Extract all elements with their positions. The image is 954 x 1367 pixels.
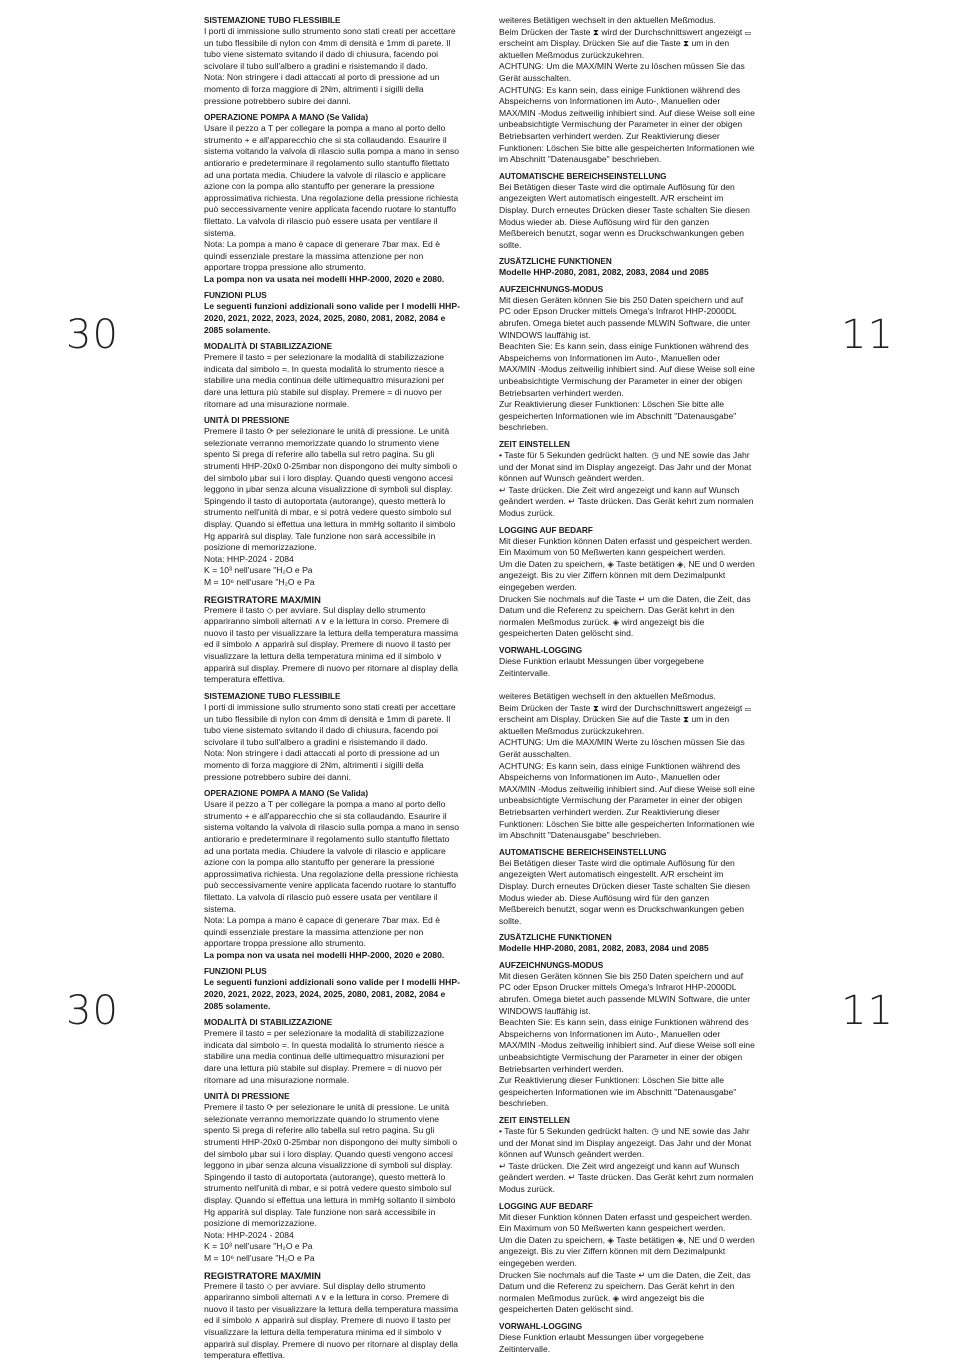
section-body: • Taste für 5 Sekunden gedrückt halten. ◷ und NE sowie das Jahr und der Monat sind im Display angezeigt. Das Jahr und der Monat können auf Wunsch geändert werden. ↵ Taste drücken. Die Zeit wird angezeigt und kann auf Wunsch geändert werden. ↵ Taste drücken. Das Gerät kehrt zum normalen Modus zurück. xyxy=(499,1126,754,1194)
page-number-left: 30 xyxy=(66,312,119,358)
section-title: AUTOMATISCHE BEREICHSEINSTELLUNG xyxy=(499,847,667,857)
section-body: Bei Betätigen dieser Taste wird die optimale Auflösung für den angezeigten Wert automatisch eingestellt. A/R erscheint im Display. Durch erneutes Drücken dieser Taste schalten Sie diesen Modus wieder ab. Diese Auflösung wird für den ganzen Meßbereich benutzt, sogar wenn es Druckschwankungen geben sollte. xyxy=(499,181,750,250)
section-logging xyxy=(499,1201,755,1316)
german-column xyxy=(499,15,755,684)
section-funzioni xyxy=(204,966,460,1012)
section-body: Premere il tasto ◇ per avviare. Sul display dello strumento appariranno simboli alternati ∧∨ e la lettura in corso. Premere di nuovo il tasto per visualizzare la lettura della temperatura massima ed il simbolo ∧ apparirà sul display. Premere di nuovo il tasto per visualizzare la lettura della temperatura minima ed il simbolo ∨ apparirà sul display. Premere di nuovo per ritornare al display della temperatura effettiva. xyxy=(204,604,459,685)
section-body: Mit diesen Geräten können Sie bis 250 Daten speichern und auf PC oder Epson Drucker mittels Omega's Infrarot HHP-2000DL abrufen. Omega bietet auch passende MLWIN Software, die unter WINDOWS lauffähig ist. Beachten Sie: Es kann sein, dass einige Funktionen während des Abspeicherns von Informationen im Auto-, Manuellen oder MAX/MIN -Modus zeitweilig inhibiert sind. Auf diese Weise soll eine unbeabsichtigte Vermischung der Parameter in einer der obigen Betriebsarten verhindert werden. Zur Reaktivierung dieser Funktionen: Löschen Sie bitte alle gespeicherten Informationen wie im Abschnitt "Datenausgabe" beschrieben. xyxy=(499,294,755,433)
section-body: Mit dieser Funktion können Daten erfasst und gespeichert werden. Ein Maximum von 50 Meßwerten kann gespeichert werden. Um die Daten zu speichern, ◈ Taste betätigen ◈, NE und 0 werden angezeigt. Bis zu vier Ziffern können mit dem Dezimalpunkt eingegeben werden. Drucken Sie nochmals auf die Taste ↵ um die Daten, die Zeit, das Datum und die Referenz zu speichern. Das Gerät kehrt in den normalen Meßmodus zurück. ◈ wird angezeigt bis die gespeicherten Daten gelöscht sind. xyxy=(499,535,755,639)
section-zusatz xyxy=(499,932,755,955)
section-title: LOGGING AUF BEDARF xyxy=(499,1201,593,1211)
section-body: I porti di immissione sullo strumento sono stati creati per accettare un tubo flessibile di nylon con 4mm di densità e 1mm di parete. Il tubo viene sistemato svitando il dado di chiusura, facendo poi scivolare il tubo sull'albero a gradini e risistemando il dado. Nota: Non stringere i dadi attaccati al porto di pressione ad un momento di forza maggiore di 2Nm, altrimenti i sigilli della pressione potrebbero subire dei danni. xyxy=(204,26,456,106)
section-title: VORWAHL-LOGGING xyxy=(499,1321,583,1331)
section-unita xyxy=(204,415,460,588)
section-unita xyxy=(204,1091,460,1264)
section-title: MODALITÀ DI STABILIZZAZIONE xyxy=(204,1018,333,1028)
section-logging xyxy=(499,525,755,640)
section-body: Usare il pezzo a T per collegare la pompa a mano al porto dello strumento + e all'apparecchio che si sta collaudando. Esaurire il sistema voltando la valvola di rilascio sulla pompa a mano in senso antiorario e predeterminare il regolamento sullo stantuffo filettato ad una portata media. Chiudere la valvole di rilascio e applicare azione con la pompa allo stantuffo per generare la pressione approssimativa richiesta. Una regolazione della pressione richiesta può seccessivamente venire applicata facendo ruotare lo stantuffo filettato. La valvola di rilascio può essere usata per ventilare il sistema. Nota: La pompa a mano è capace di generare 7bar max. Ed è quindi essenziale prestare la massima attenzione per non apportare troppa pressione allo strumento. xyxy=(204,123,460,273)
section-zusatz xyxy=(499,256,755,279)
section-body: Premere il tasto ◇ per avviare. Sul display dello strumento appariranno simboli alternati ∧∨ e la lettura in corso. Premere di nuovo il tasto per visualizzare la lettura della temperatura massima ed il simbolo ∧ apparirà sul display. Premere di nuovo il tasto per visualizzare la lettura della temperatura minima ed il simbolo ∨ apparirà sul display. Premere di nuovo per ritornare al display della temperatura effettiva. xyxy=(204,1280,459,1361)
section-body: Usare il pezzo a T per collegare la pompa a mano al porto dello strumento + e all'apparecchio che si sta collaudando. Esaurire il sistema voltando la valvola di rilascio sulla pompa a mano in senso antiorario e predeterminare il regolamento sullo stantuffo filettato ad una portata media. Chiudere la valvole di rilascio e applicare azione con la pompa allo stantuffo per generare la pressione approssimativa richiesta. Una regolazione della pressione richiesta può seccessivamente venire applicata facendo ruotare lo stantuffo filettato. La valvola di rilascio può essere usata per ventilare il sistema. Nota: La pompa a mano è capace di generare 7bar max. Ed è quindi essenziale prestare la massima attenzione per non apportare troppa pressione allo strumento. xyxy=(204,799,460,949)
section-funzioni xyxy=(204,290,460,336)
section-body: Diese Funktion erlaubt Messungen über vorgegebene Zeitintervalle. xyxy=(499,655,704,678)
section-body: Premere il tasto ⟳ per selezionare le unità di pressione. Le unità selezionate verranno memorizzate quando lo strumento viene spento Si prega di referire allo tabella sul retro pagina. Su gli strumenti HHP-20x0 0-25mbar non dispongono dei multy simboli o del simbolo μbar sui i loro display. Quando questi vengono accesi leggono in μbar senza alcuna visualizzione di symboli sul display. Spingendo il tasto di autoportata (autorange), questo metterà lo strumento nell'unità di mbar, e si potrà vedere questo simbolo sul display. Quando si effettua una lettura in mmHg soltanto il simbolo Hg apparirà sul display. Tale funzione non sarà accessibile in posizione di memorizzazione. Nota: HHP-2024 - 2084 K = 10³ nell'usare "H₂O e Pa M = 10⁶ nell'usare "H₂O e Pa xyxy=(204,1102,458,1263)
section-title: LOGGING AUF BEDARF xyxy=(499,525,593,535)
section-body: Modelle HHP-2080, 2081, 2082, 2083, 2084 und 2085 xyxy=(499,943,709,954)
section-body: Mit dieser Funktion können Daten erfasst und gespeichert werden. Ein Maximum von 50 Meßwerten kann gespeichert werden. Um die Daten zu speichern, ◈ Taste betätigen ◈, NE und 0 werden angezeigt. Bis zu vier Ziffern können mit dem Dezimalpunkt eingegeben werden. Drucken Sie nochmals auf die Taste ↵ um die Daten, die Zeit, das Datum und die Referenz zu speichern. Das Gerät kehrt in den normalen Meßmodus zurück. ◈ wird angezeigt bis die gespeicherten Daten gelöscht sind. xyxy=(499,1211,755,1315)
section-title: REGISTRATORE MAX/MIN xyxy=(204,593,321,605)
section-title: UNITÀ DI PRESSIONE xyxy=(204,416,290,426)
section-body: Diese Funktion erlaubt Messungen über vorgegebene Zeitintervalle. xyxy=(499,1331,704,1354)
section-body: Le seguenti funzioni addizionali sono valide per I modelli HHP-2020, 2021, 2022, 2023, 2024, 2025, 2080, 2081, 2082, 2084 e 2085 solamente. xyxy=(204,977,460,1011)
section-body: weiteres Betätigen wechselt in den aktuellen Meßmodus. Beim Drücken der Taste ⧗ wird der Durchschnittswert angezeigt ▭ erscheint am Display. Drücken Sie auf die Taste ⧗ um in den aktuellen Meßmodus zurückzukehren. ACHTUNG: Um die MAX/MIN Werte zu löschen müssen Sie das Gerät ausschalten. ACHTUNG: Es kann sein, dass einige Funktionen während des Abspeicherns von Informationen im Auto-, Manuellen oder MAX/MIN -Modus zeitweilig inhibiert sind. Auf diese Weise soll eine unbeabsichtigte Vermischung der Parameter in einer der obigen Betriebsarten verhindert werden. Zur Reaktivierung dieser Funktionen: Löschen Sie bitte alle gespeicherten Informationen wie im Abschnitt "Datenausgabe" beschrieben. xyxy=(499,691,755,841)
italian-column xyxy=(204,691,460,1367)
section-continuation xyxy=(499,15,755,166)
section-note: La pompa non va usata nei modelli HHP-2000, 2020 e 2080. xyxy=(204,273,445,284)
section-title: UNITÀ DI PRESSIONE xyxy=(204,1092,290,1102)
section-body: • Taste für 5 Sekunden gedrückt halten. ◷ und NE sowie das Jahr und der Monat sind im Display angezeigt. Das Jahr und der Monat können auf Wunsch geändert werden. ↵ Taste drücken. Die Zeit wird angezeigt und kann auf Wunsch geändert werden. ↵ Taste drücken. Das Gerät kehrt zum normalen Modus zurück. xyxy=(499,450,754,518)
section-vorwahl xyxy=(499,1321,755,1355)
page-number-right: 11 xyxy=(841,988,894,1034)
italian-column xyxy=(204,15,460,691)
section-title: VORWAHL-LOGGING xyxy=(499,645,583,655)
section-pompa xyxy=(204,112,460,285)
section-registratore xyxy=(204,1270,460,1362)
section-body: Premere il tasto ⟳ per selezionare le unità di pressione. Le unità selezionate verranno memorizzate quando lo strumento viene spento Si prega di referire allo tabella sul retro pagina. Su gli strumenti HHP-20x0 0-25mbar non dispongono dei multy simboli o del simbolo μbar sui i loro display. Quando questi vengono accesi leggono in μbar senza alcuna visualizzione di symboli sul display. Spingendo il tasto di autoportata (autorange), questo metterà lo strumento nell'unità di mbar, e si potrà vedere questo simbolo sul display. Quando si effettua una lettura in mmHg soltanto il simbolo Hg apparirà sul display. Tale funzione non sarà accessibile in posizione di memorizzazione. Nota: HHP-2024 - 2084 K = 10³ nell'usare "H₂O e Pa M = 10⁶ nell'usare "H₂O e Pa xyxy=(204,426,458,587)
section-title: OPERAZIONE POMPA A MANO (Se Valida) xyxy=(204,113,369,123)
section-title: OPERAZIONE POMPA A MANO (Se Valida) xyxy=(204,789,369,799)
section-title: SISTEMAZIONE TUBO FLESSIBILE xyxy=(204,16,341,25)
section-title: ZEIT EINSTELLEN xyxy=(499,440,570,449)
section-body: Modelle HHP-2080, 2081, 2082, 2083, 2084 und 2085 xyxy=(499,267,709,278)
page-number-left: 30 xyxy=(66,988,119,1034)
section-body: I porti di immissione sullo strumento sono stati creati per accettare un tubo flessibile di nylon con 4mm di densità e 1mm di parete. Il tubo viene sistemato svitando il dado di chiusura, facendo poi scivolare il tubo sull'albero a gradini e risistemando il dado. Nota: Non stringere i dadi attaccati al porto di pressione ad un momento di forza maggiore di 2Nm, altrimenti i sigilli della pressione potrebbero subire dei danni. xyxy=(204,702,456,782)
section-title: FUNZIONI PLUS xyxy=(204,291,267,301)
page-number-right: 11 xyxy=(841,312,894,358)
section-bereich xyxy=(499,847,755,928)
section-title: MODALITÀ DI STABILIZZAZIONE xyxy=(204,342,333,352)
section-body: Bei Betätigen dieser Taste wird die optimale Auflösung für den angezeigten Wert automatisch eingestellt. A/R erscheint im Display. Durch erneutes Drücken dieser Taste schalten Sie diesen Modus wieder ab. Diese Auflösung wird für den ganzen Meßbereich benutzt, sogar wenn es Druckschwankungen geben sollte. xyxy=(499,857,750,926)
section-stabilizzazione xyxy=(204,341,460,410)
section-title: AUFZEICHNUNGS-MODUS xyxy=(499,960,604,970)
page-spread-bottom xyxy=(0,676,954,1361)
section-title: FUNZIONI PLUS xyxy=(204,967,267,977)
section-registratore xyxy=(204,594,460,686)
section-tubo xyxy=(204,691,460,783)
section-pompa xyxy=(204,788,460,961)
section-title: REGISTRATORE MAX/MIN xyxy=(204,1269,321,1281)
section-body: Mit diesen Geräten können Sie bis 250 Daten speichern und auf PC oder Epson Drucker mittels Omega's Infrarot HHP-2000DL abrufen. Omega bietet auch passende MLWIN Software, die unter WINDOWS lauffähig ist. Beachten Sie: Es kann sein, dass einige Funktionen während des Abspeicherns von Informationen im Auto-, Manuellen oder MAX/MIN -Modus zeitweilig inhibiert sind. Auf diese Weise soll eine unbeabsichtigte Vermischung der Parameter in einer der obigen Betriebsarten verhindert werden. Zur Reaktivierung dieser Funktionen: Löschen Sie bitte alle gespeicherten Informationen wie im Abschnitt "Datenausgabe" beschrieben. xyxy=(499,970,755,1109)
section-continuation xyxy=(499,691,755,842)
section-vorwahl xyxy=(499,645,755,679)
section-title: SISTEMAZIONE TUBO FLESSIBILE xyxy=(204,692,341,701)
section-note: La pompa non va usata nei modelli HHP-2000, 2020 e 2080. xyxy=(204,949,445,960)
german-column xyxy=(499,691,755,1360)
section-title: AUFZEICHNUNGS-MODUS xyxy=(499,284,604,294)
section-title: ZUSÄTZLICHE FUNKTIONEN xyxy=(499,933,612,943)
section-stabilizzazione xyxy=(204,1017,460,1086)
section-body: Premere il tasto = per selezionare la modalità di stabilizzazione indicata dal simbolo =. In questa modalità lo strumento riesce a stabilire una media continua delle ultimequattro misurazioni per dare una lettura più stabile sul display. Premere = di nuovo per ritornare ad una misurazione normale. xyxy=(204,352,445,409)
section-title: ZEIT EINSTELLEN xyxy=(499,1116,570,1125)
section-aufzeichnung xyxy=(499,960,755,1110)
section-title: AUTOMATISCHE BEREICHSEINSTELLUNG xyxy=(499,171,667,181)
section-zeit xyxy=(499,1115,755,1196)
section-body: Le seguenti funzioni addizionali sono valide per I modelli HHP-2020, 2021, 2022, 2023, 2024, 2025, 2080, 2081, 2082, 2084 e 2085 solamente. xyxy=(204,301,460,335)
section-bereich xyxy=(499,171,755,252)
section-body: Premere il tasto = per selezionare la modalità di stabilizzazione indicata dal simbolo =. In questa modalità lo strumento riesce a stabilire una media continua delle ultimequattro misurazioni per dare una lettura più stabile sul display. Premere = di nuovo per ritornare ad una misurazione normale. xyxy=(204,1028,445,1085)
section-aufzeichnung xyxy=(499,284,755,434)
section-body: weiteres Betätigen wechselt in den aktuellen Meßmodus. Beim Drücken der Taste ⧗ wird der Durchschnittswert angezeigt ▭ erscheint am Display. Drücken Sie auf die Taste ⧗ um in den aktuellen Meßmodus zurückzukehren. ACHTUNG: Um die MAX/MIN Werte zu löschen müssen Sie das Gerät ausschalten. ACHTUNG: Es kann sein, dass einige Funktionen während des Abspeicherns von Informationen im Auto-, Manuellen oder MAX/MIN -Modus zeitweilig inhibiert sind. Auf diese Weise soll eine unbeabsichtigte Vermischung der Parameter in einer der obigen Betriebsarten verhindert werden. Zur Reaktivierung dieser Funktionen: Löschen Sie bitte alle gespeicherten Informationen wie im Abschnitt "Datenausgabe" beschrieben. xyxy=(499,15,755,165)
section-zeit xyxy=(499,439,755,520)
section-tubo xyxy=(204,15,460,107)
section-title: ZUSÄTZLICHE FUNKTIONEN xyxy=(499,257,612,267)
